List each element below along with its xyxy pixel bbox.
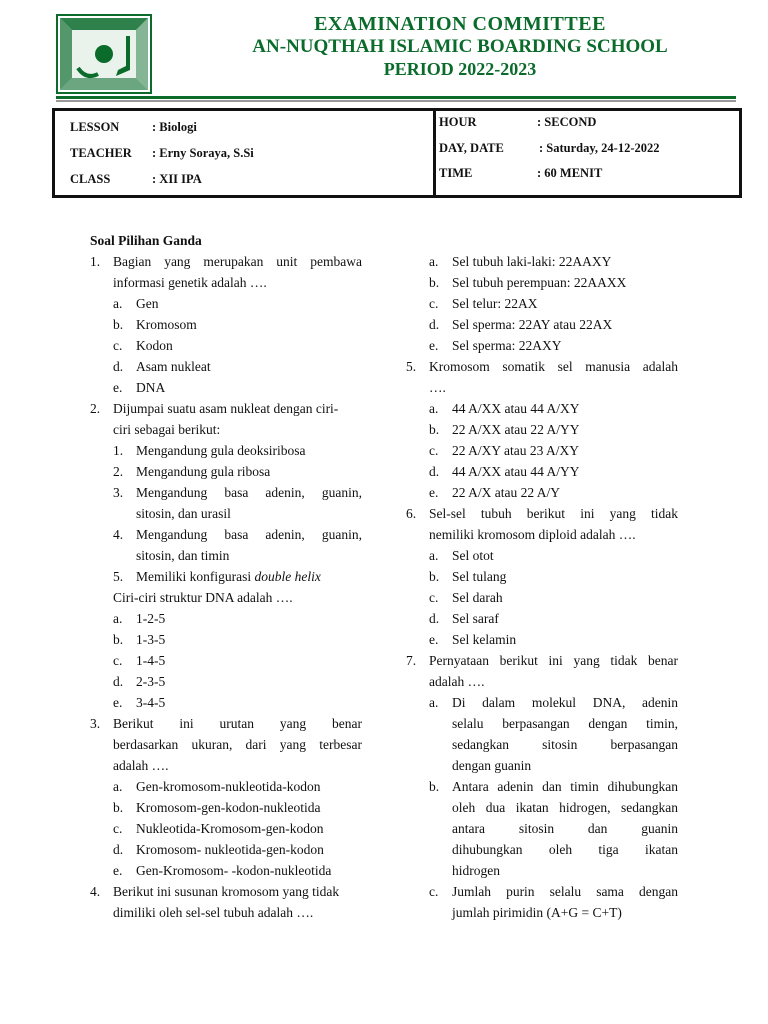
teacher-label: TEACHER [70, 146, 132, 160]
word: Bagian [113, 254, 152, 269]
option-label: a. [429, 548, 439, 563]
option-text: 3-4-5 [136, 695, 166, 710]
option-text [452, 881, 678, 902]
word: yang [164, 254, 191, 269]
word: dengan [588, 716, 628, 731]
option-text: jumlah pirimidin (A+G = C+T) [452, 905, 622, 920]
word: somatik [502, 359, 546, 374]
option-text: 2-3-5 [136, 674, 166, 689]
option-label: c. [429, 590, 439, 605]
time-value: : 60 MENIT [537, 166, 603, 180]
option-label: b. [429, 779, 440, 794]
question-line: …. [429, 380, 446, 395]
word: selalu [452, 716, 484, 731]
word: tiga [598, 842, 619, 857]
option-text: hidrogen [452, 863, 500, 878]
statement-number: 4. [113, 527, 124, 542]
statement-text: Mengandung basa adenin, guanin, [136, 485, 362, 500]
option-label: e. [429, 632, 439, 647]
option-text: dengan guanin [452, 758, 532, 773]
statement-number: 5. [113, 569, 124, 584]
statement-text [136, 566, 321, 587]
word: selalu [549, 884, 582, 899]
word: Kromosom [429, 359, 490, 374]
word: Berikut [113, 716, 154, 731]
hour-value: : SECOND [537, 115, 597, 129]
option-text: 22 A/XY atau 23 A/XY [452, 443, 579, 458]
word: ini [580, 506, 595, 521]
word: manusia [585, 359, 631, 374]
option-label: e. [113, 863, 123, 878]
word: ikatan [644, 842, 678, 857]
section-title: Soal Pilihan Ganda [90, 233, 202, 248]
option-label: e. [113, 695, 123, 710]
option-label: e. [429, 485, 439, 500]
period: PERIOD 2022-2023 [383, 59, 537, 79]
option-text: Antara adenin dan timin dihubungkan [452, 779, 678, 794]
option-label: b. [429, 422, 440, 437]
option-label: d. [113, 842, 124, 857]
option-label: c. [113, 653, 123, 668]
question-line: nemiliki kromosom diploid adalah …. [429, 527, 636, 542]
option-label: a. [113, 779, 123, 794]
option-text: Sel saraf [452, 611, 499, 626]
question-line: adalah …. [113, 758, 169, 773]
time-label: TIME [439, 166, 473, 180]
option-text: Sel darah [452, 590, 503, 605]
option-text: Nukleotida-Kromosom-gen-kodon [136, 821, 324, 836]
option-text: Sel telur: 22AX [452, 296, 538, 311]
hour-label: HOUR [439, 115, 477, 129]
option-text: Gen-Kromosom- -kodon-nukleotida [136, 863, 332, 878]
word: DNA, [592, 695, 626, 710]
statement-text: sitosin, dan timin [136, 548, 230, 563]
word: merupakan [203, 254, 264, 269]
option-label: e. [113, 380, 123, 395]
class-value: : XII IPA [152, 172, 202, 186]
school-name: AN-NUQTHAH ISLAMIC BOARDING SCHOOL [252, 36, 668, 57]
option-label: a. [429, 695, 439, 710]
question-line: Ciri-ciri struktur DNA adalah …. [113, 590, 293, 605]
question-line: dimiliki oleh sel-sel tubuh adalah …. [113, 905, 314, 920]
option-text: 1-4-5 [136, 653, 166, 668]
option-text: Sel tubuh laki-laki: 22AAXY [452, 254, 612, 269]
option-text: Kromosom-gen-kodon-nukleotida [136, 800, 321, 815]
option-text: Sel tubuh perempuan: 22AAXX [452, 275, 627, 290]
word: sama [596, 884, 624, 899]
date-label: DAY, DATE [439, 141, 504, 155]
word: Sel-sel [429, 506, 466, 521]
statement-text: Mengandung gula ribosa [136, 464, 271, 479]
option-text: Sel kelamin [452, 632, 517, 647]
question-line [113, 713, 362, 734]
word: dihubungkan [452, 842, 523, 857]
exam-title: EXAMINATION COMMITTEE [314, 13, 606, 35]
word: berpasangan [610, 737, 678, 752]
question-line: berdasarkan ukuran, dari yang terbesar [113, 737, 362, 752]
option-label: a. [113, 296, 123, 311]
word: Di [452, 695, 466, 710]
question-line [429, 356, 678, 377]
option-text: Sel otot [452, 548, 494, 563]
option-text: DNA [136, 380, 166, 395]
option-text: Kodon [136, 338, 173, 353]
word: urutan [219, 716, 255, 731]
word: sitosin [518, 821, 555, 836]
option-text: 1-2-5 [136, 611, 166, 626]
statement-text-italic: double helix [254, 569, 321, 584]
option-label: b. [113, 317, 124, 332]
question-line: Pernyataan berikut ini yang tidak benar [429, 653, 678, 668]
question-line: informasi genetik adalah …. [113, 275, 267, 290]
word: molekul [531, 695, 577, 710]
question-number: 4. [90, 884, 101, 899]
option-label: c. [113, 338, 123, 353]
word: unit [276, 254, 298, 269]
question-line: Berikut ini susunan kromosom yang tidak [113, 884, 340, 899]
word: sedangkan [452, 737, 509, 752]
option-text [452, 692, 678, 713]
option-text: Sel sperma: 22AY atau 22AX [452, 317, 613, 332]
word: benar [332, 716, 362, 731]
word: berikut [526, 506, 566, 521]
word: guanin [641, 821, 678, 836]
statement-text: Mengandung basa adenin, guanin, [136, 527, 362, 542]
word: yang [609, 506, 636, 521]
word: dan [587, 821, 608, 836]
option-text [452, 818, 678, 839]
teacher-value: : Erny Soraya, S.Si [152, 146, 254, 160]
word: dengan [639, 884, 678, 899]
question-number: 2. [90, 401, 101, 416]
option-label: d. [429, 317, 440, 332]
word: ini [179, 716, 194, 731]
question-number: 3. [90, 716, 101, 731]
option-text: 1-3-5 [136, 632, 166, 647]
option-label: c. [429, 884, 439, 899]
statement-number: 3. [113, 485, 124, 500]
word: berpasangan [502, 716, 570, 731]
option-label: b. [429, 569, 440, 584]
option-label: c. [429, 296, 439, 311]
option-label: b. [113, 800, 124, 815]
lesson-value: : Biologi [152, 120, 197, 134]
question-line: adalah …. [429, 674, 485, 689]
option-text: 44 A/XX atau 44 A/XY [452, 401, 580, 416]
word: pembawa [310, 254, 362, 269]
option-text [452, 734, 678, 755]
word: adalah [642, 359, 678, 374]
question-line [113, 251, 362, 272]
word: purin [506, 884, 535, 899]
option-label: d. [429, 611, 440, 626]
statement-text: Mengandung gula deoksiribosa [136, 443, 306, 458]
option-label: d. [113, 359, 124, 374]
option-text [452, 839, 678, 860]
date-value: : Saturday, 24-12-2022 [539, 141, 660, 155]
question-line: ciri sebagai berikut: [113, 422, 221, 437]
lesson-label: LESSON [70, 120, 120, 134]
option-text: 22 A/XX atau 22 A/YY [452, 422, 580, 437]
word: antara [452, 821, 485, 836]
word: tidak [650, 506, 678, 521]
statement-number: 2. [113, 464, 124, 479]
option-text: Gen [136, 296, 159, 311]
question-line [429, 503, 678, 524]
statement-number: 1. [113, 443, 124, 458]
option-label: c. [429, 443, 439, 458]
option-text [452, 713, 678, 734]
option-text: Kromosom- nukleotida-gen-kodon [136, 842, 324, 857]
word: adenin [642, 695, 678, 710]
question-line: Dijumpai suatu asam nukleat dengan ciri- [113, 401, 339, 416]
question-number: 1. [90, 254, 101, 269]
word: tubuh [480, 506, 512, 521]
word: dalam [482, 695, 516, 710]
question-number: 6. [406, 506, 417, 521]
option-text: Asam nukleat [136, 359, 211, 374]
question-number: 7. [406, 653, 417, 668]
option-text: oleh dua ikatan hidrogen, sedangkan [452, 800, 678, 815]
word: yang [279, 716, 307, 731]
option-label: d. [429, 464, 440, 479]
option-label: e. [429, 338, 439, 353]
word: sitosin [542, 737, 578, 752]
option-text: Sel tulang [452, 569, 507, 584]
word: sel [557, 359, 573, 374]
word: timin, [646, 716, 678, 731]
class-label: CLASS [70, 172, 111, 186]
option-label: a. [429, 401, 439, 416]
option-label: a. [113, 611, 123, 626]
option-label: a. [429, 254, 439, 269]
word: oleh [548, 842, 573, 857]
option-text: 22 A/X atau 22 A/Y [452, 485, 560, 500]
option-label: c. [113, 821, 123, 836]
option-label: b. [429, 275, 440, 290]
statement-text: sitosin, dan urasil [136, 506, 231, 521]
word: Jumlah [452, 884, 491, 899]
question-number: 5. [406, 359, 417, 374]
option-text: 44 A/XX atau 44 A/YY [452, 464, 580, 479]
option-text: Sel sperma: 22AXY [452, 338, 562, 353]
option-text: Kromosom [136, 317, 197, 332]
option-label: d. [113, 674, 124, 689]
statement-text-plain: Memiliki konfigurasi [136, 569, 255, 584]
option-label: b. [113, 632, 124, 647]
option-text: Gen-kromosom-nukleotida-kodon [136, 779, 321, 794]
